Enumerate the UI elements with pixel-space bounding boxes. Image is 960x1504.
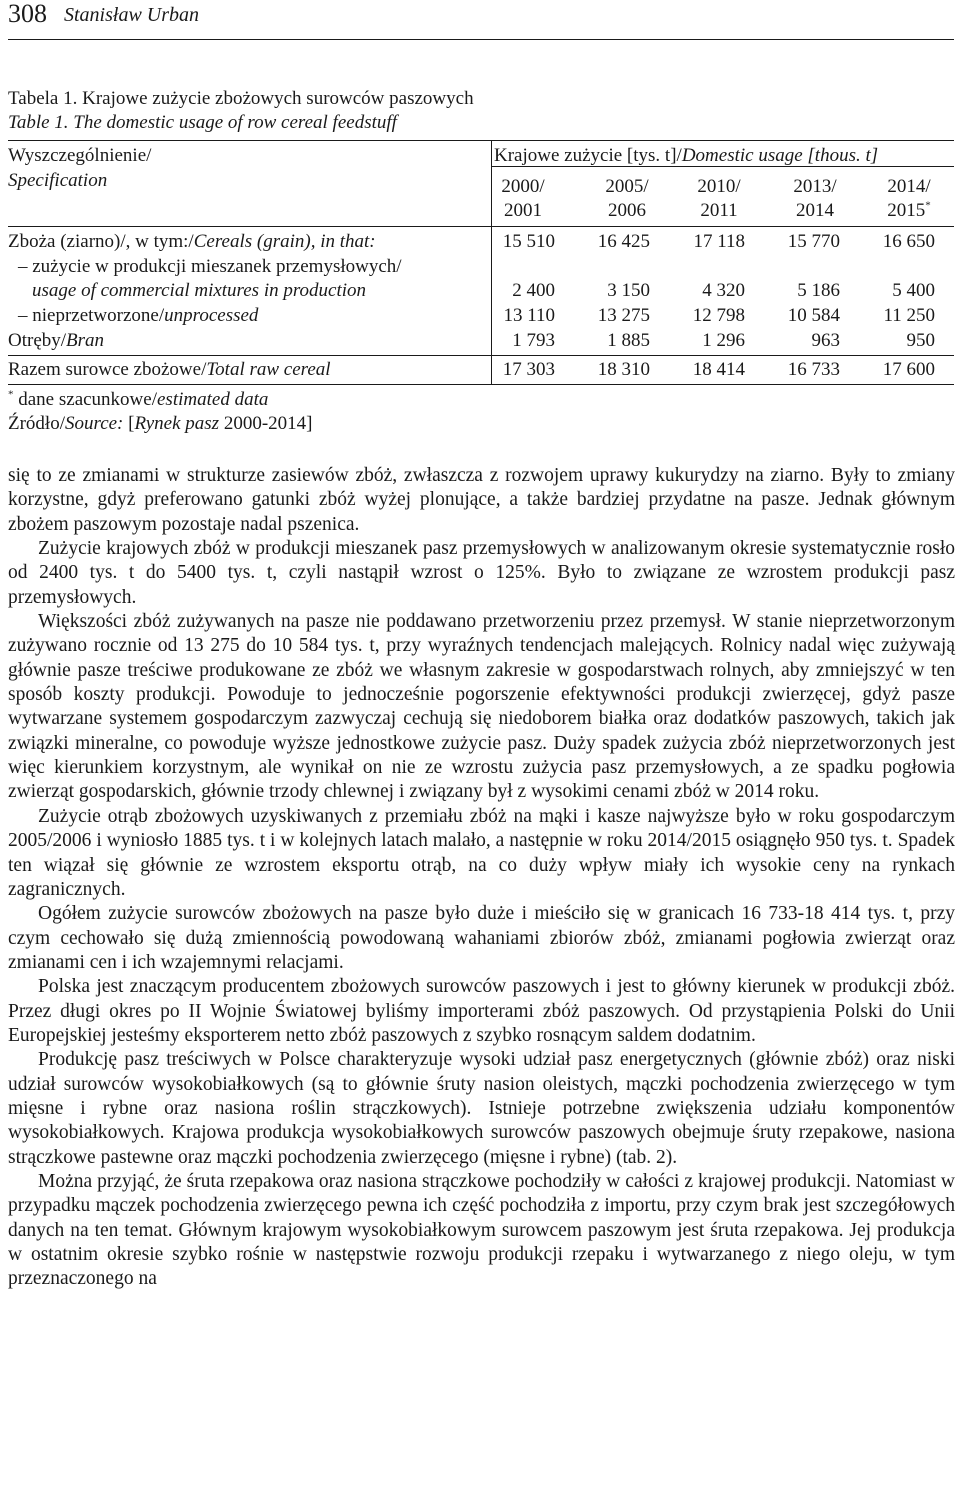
paragraph: Można przyjąć, że śruta rzepakowa oraz nasiona strączkowe pochodziły w całości z krajowej produkcji. Natomiast w przypadku mączek pochodzenia zwierzęcego pewna ich część pochodziła z importu, przy czym brak jest szczegółowych danych na ten temat. Głównym krajowym wysokobiałkowym surowcem paszowym jest śruta rzepakowa. Jej produkcja w ostatnim okresie szybko rośnie w następstwie rozwoju produkcji rzepaku i wytwarzanego z niego oleju, w tym przeznaczonego na xyxy=(8,1170,955,1290)
table-cell-total: 18 310 xyxy=(597,359,650,380)
row-label-en: Bran xyxy=(66,330,105,351)
table-cell-total: 18 414 xyxy=(692,359,745,380)
table-cell: 16 425 xyxy=(597,231,650,252)
paragraph: Większości zbóż zużywanych na pasze nie poddawano przetworzeniu przez przemysł. W stanie nieprzetworzonym zużywano rocznie od 13 275 do 10 584 tys. t, przy wyraźnych tendencjach malejących. Rolnicy nadal więc zużywają głównie pasze treściwe produkowane ze zbóż we własnym zakresie w gospodarstwach rolnych, aby zmniejszyć w ten sposób koszty produkcji. Powoduje to jednocześnie pogorszenie efektywności produkcji zwierzęcej, gdyż pasze wytwarzane systemem gospodarczym zazwyczaj cechują się niedoborem białka oraz dodatków paszowych, takich jak związki mineralne, co powoduje wyższe jednostkowe zużycie pasz. Duży spadek zużycia zbóż nieprzetworzonych jest więc kierunkiem korzystnym, ale wynikał on nie ze wzrostu zużycia pasz przemysłowych, a ze spadku pogłowia zwierząt gospodarskich, głównie trzody chlewnej i związany był z wysokimi cenami zbóż w 2014 roku. xyxy=(8,611,955,803)
table-cell: 950 xyxy=(906,330,935,351)
table-cell-total: 17 303 xyxy=(502,359,555,380)
row-label-cereals xyxy=(8,231,376,253)
year-header-text: 2015 xyxy=(887,200,926,221)
row-label-unprocessed xyxy=(18,305,258,327)
paragraph: Polska jest znaczącym producentem zbożowych surowców paszowych i jest to główny kierunek w produkcji zbóż. Przez długi okres po II Wojnie Światowej byliśmy importerami zbóż paszowych. Od przystąpienia Polski do Unii Europejskiej jesteśmy eksporterem netto zbóż paszowych z szybko rosnącym saldem dodatnim. xyxy=(8,976,955,1046)
paragraph: Produkcję pasz treściwych w Polsce charakteryzuje wysoki udział pasz energetycznych (głównie zbóż) oraz niski udział surowców wysokobiałkowych (są to głównie śruty nasion oleistych, mączki pochodzenia zwierzęcego w tym mięsne i rybne oraz nasiona roślin strączkowych). Istnieje potrzebne zwiększenia udziału komponentów wysokobiałkowych. Krajowa produkcja wysokobiałkowych surowców paszowych obejmuje śruty rzepakowe, nasiona strączkowe pastewne oraz mączki pochodzenia zwierzęcego (mięsne i rybne) (tab. 2). xyxy=(8,1049,955,1168)
row-label-en: Total raw cereal xyxy=(206,359,331,380)
paragraph: Ogółem zużycie surowców zbożowych na pasze było duże i mieściło się w granicach 16 733-18 414 tys. t, przy czym cechowało się dużą zmiennością powodowaną wahaniami zbiorów zbóż, zmianami pogłowia zwierząt oraz zmianami cen i ich wzajemnymi relacjami. xyxy=(8,903,955,973)
row-label-mixtures-en: usage of commercial mixtures in production xyxy=(32,280,367,301)
year-header: 2001 xyxy=(504,200,542,221)
running-author: Stanisław Urban xyxy=(64,4,200,26)
table-caption-pl: Tabela 1. Krajowe zużycie zbożowych surowców paszowych xyxy=(8,88,474,109)
table-source xyxy=(8,413,312,435)
table-head-spec-en: Specification xyxy=(8,170,108,191)
table-footnote xyxy=(8,389,268,411)
table-cell: 2 400 xyxy=(512,280,555,301)
year-header: 2000/ xyxy=(501,176,545,197)
table-cell: 15 770 xyxy=(787,231,840,252)
year-header: 2006 xyxy=(608,200,646,221)
table-cell: 1 296 xyxy=(702,330,745,351)
table-cell: 3 150 xyxy=(607,280,650,301)
year-header: 2010/ xyxy=(697,176,741,197)
body-text xyxy=(8,464,955,1292)
table-cell: 5 186 xyxy=(797,280,840,301)
table-head-spec-pl: Wyszczególnienie/ xyxy=(8,145,152,166)
table-cell: 10 584 xyxy=(787,305,840,326)
table-cell: 15 510 xyxy=(502,231,555,252)
table-cell: 11 250 xyxy=(883,305,935,326)
paragraph: Zużycie krajowych zbóż w produkcji mieszanek pasz przemysłowych w analizowanym okresie systematycznie rosło od 2400 tys. t do 5400 tys. t, czyli nastąpił wzrost o 125%. Było to związane ze wzrostem produkcji pasz przemysłowych. xyxy=(8,538,955,608)
table-cell: 4 320 xyxy=(702,280,745,301)
year-header: 2014/ xyxy=(887,176,931,197)
source-bracket: [ xyxy=(123,413,135,434)
row-label-bran xyxy=(8,330,104,352)
year-header-last xyxy=(864,200,954,222)
table-cell: 16 650 xyxy=(882,231,935,252)
row-label-pl: Otręby/ xyxy=(8,330,67,351)
table-cell-total: 16 733 xyxy=(787,359,840,380)
table-top-rule xyxy=(8,140,954,141)
table-head-usage-pl: Krajowe zużycie [tys. t]/ xyxy=(494,145,682,166)
paragraph: się to ze zmianami w strukturze zasiewów zbóż, zwłaszcza z rozwojem uprawy kukurydzy na ziarno. Były to zmiany korzystne, gdyż preferowano gatunki zbóż wyżej plonujące, a także bardziej przydatne na pasze. Jednak głównym zbożem paszowym pozostaje nadal pszenica. xyxy=(8,465,955,535)
row-label-pl: – nieprzetworzone/ xyxy=(18,305,165,326)
table-bottom-rule xyxy=(8,384,954,385)
year-header: 2011 xyxy=(700,200,738,221)
footnote-mark: * xyxy=(8,388,14,401)
row-label-en: Cereals (grain), in that: xyxy=(193,231,376,252)
row-label-en: unprocessed xyxy=(164,305,259,326)
estimate-mark: * xyxy=(925,199,931,212)
table-cell: 5 400 xyxy=(892,280,935,301)
table-cell: 13 275 xyxy=(597,305,650,326)
source-rest: 2000-2014] xyxy=(219,413,313,434)
year-header: 2013/ xyxy=(793,176,837,197)
running-header xyxy=(8,0,956,32)
table-cell: 13 110 xyxy=(503,305,555,326)
page-number: 308 xyxy=(8,0,47,28)
footnote-en: estimated data xyxy=(157,389,269,410)
table-header-rule xyxy=(8,226,954,227)
paragraph: Zużycie otrąb zbożowych uzyskiwanych z przemiału zbóż na mąki i kasze najwyższe było w roku gospodarczym 2005/2006 i wyniosło 1885 tys. t i w kolejnych latach malało, a następnie w roku 2014/2015 osiągnęło 950 tys. t. Spadek ten wiązał się głównie ze wzrostem eksportu otrąb, na co duży wpływ miały ich wysokie ceny na rynkach zagranicznych. xyxy=(8,805,955,900)
table-cell: 1 793 xyxy=(512,330,555,351)
source-en: Source: xyxy=(65,413,124,434)
table-cell: 17 118 xyxy=(693,231,745,252)
table-head-usage xyxy=(494,145,878,167)
table-cell: 963 xyxy=(811,330,840,351)
table-caption-en: Table 1. The domestic usage of row cereal feedstuff xyxy=(8,112,397,133)
source-ref: Rynek pasz xyxy=(134,413,220,434)
header-rule xyxy=(8,39,954,40)
row-label-pl: Zboża (ziarno)/, w tym:/ xyxy=(8,231,194,252)
row-label-total xyxy=(8,359,331,381)
source-pl: Źródło/ xyxy=(8,413,65,434)
year-header: 2005/ xyxy=(605,176,649,197)
row-label-pl: Razem surowce zbożowe/ xyxy=(8,359,207,380)
table-cell: 1 885 xyxy=(607,330,650,351)
year-header: 2014 xyxy=(796,200,834,221)
footnote-pl: dane szacunkowe/ xyxy=(13,389,157,410)
table-cell-total: 17 600 xyxy=(882,359,935,380)
row-label-mixtures-pl: – zużycie w produkcji mieszanek przemysłowych/ xyxy=(18,256,402,277)
table-head-usage-en: Domestic usage [thous. t] xyxy=(681,145,879,166)
table-cell: 12 798 xyxy=(692,305,745,326)
table-total-rule xyxy=(8,355,954,356)
